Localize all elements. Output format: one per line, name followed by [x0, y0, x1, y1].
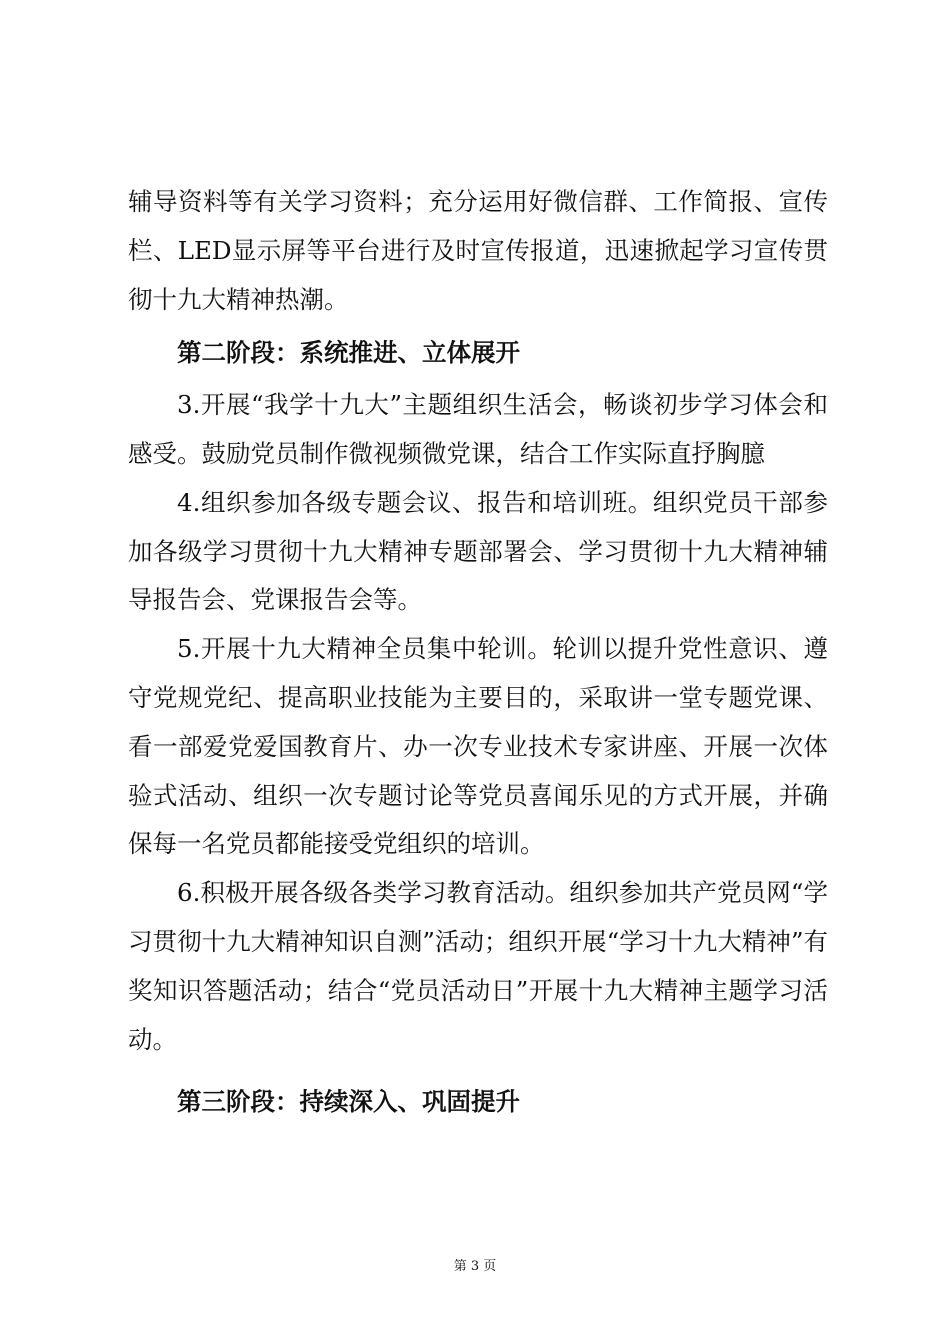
paragraph-item-6: 6.积极开展各级各类学习教育活动。组织参加共产党员网“学习贯彻十九大精神知识自测”活动；组织开展“学习十九大精神”有奖知识答题活动；结合“党员活动日”开展十九大精神主题学习活动。 — [128, 878, 828, 1054]
paragraph-item-4: 4.组织参加各级专题会议、报告和培训班。组织党员干部参加各级学习贯彻十九大精神专题部署会、学习贯彻十九大精神辅导报告会、党课报告会等。 — [128, 487, 828, 615]
paragraph-item-5: 5.开展十九大精神全员集中轮训。轮训以提升党性意识、遵守党规党纪、提高职业技能为主要目的，采取讲一堂专题党课、看一部爱党爱国教育片、办一次专业技术专家讲座、开展一次体验式活动、组织一次专题讨论等党员喜闻乐见的方式开展，并确保每一名党员都能接受党组织的培训。 — [128, 634, 828, 859]
page-number: 第 3 页 — [453, 1259, 497, 1274]
section-heading-stage-three: 第三阶段：持续深入、巩固提升 — [177, 1087, 520, 1117]
section-heading-stage-two: 第二阶段：系统推进、立体展开 — [177, 338, 520, 368]
paragraph-continuation: 辅导资料等有关学习资料；充分运用好微信群、工作简报、宣传栏、LED显示屏等平台进行及时宣传报道，迅速掀起学习宣传贯彻十九大精神热潮。 — [128, 187, 828, 314]
paragraph-item-3: 3.开展“我学十九大”主题组织生活会，畅谈初步学习体会和感受。鼓励党员制作微视频微党课，结合工作实际直抒胸臆 — [128, 390, 828, 468]
document-body — [128, 178, 828, 1130]
